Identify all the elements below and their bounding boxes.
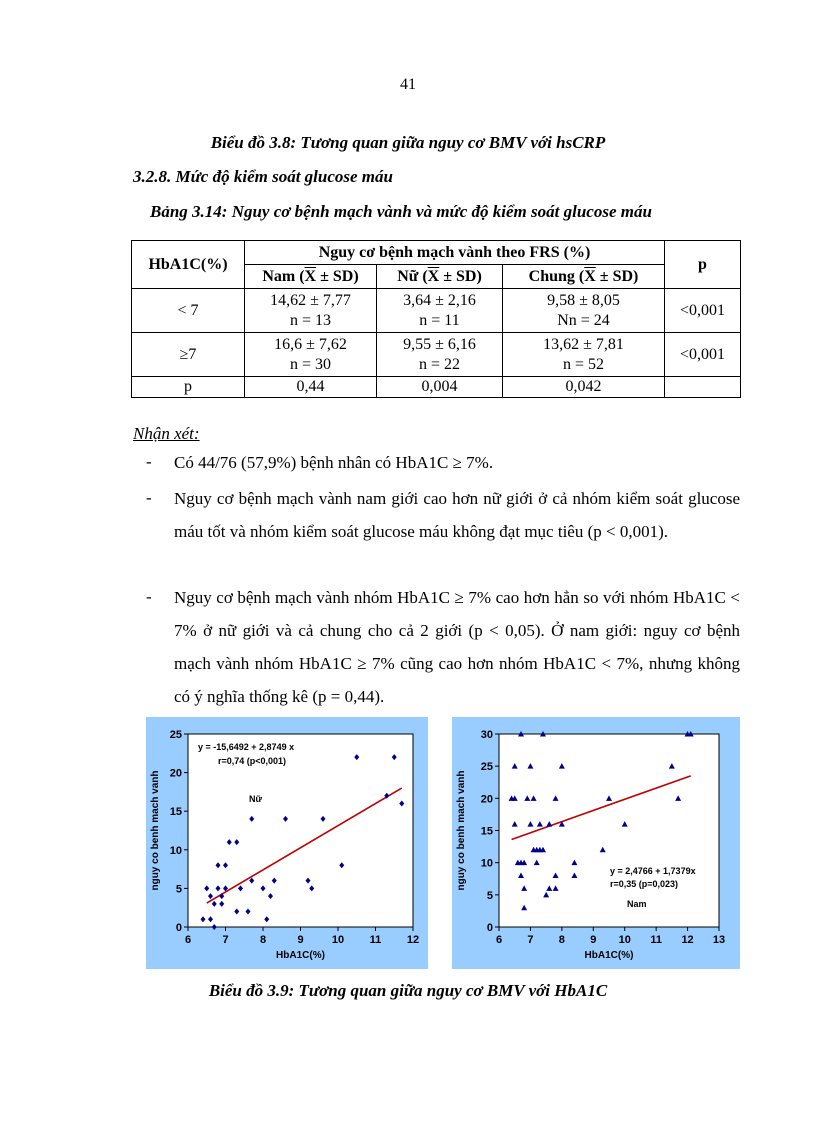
cell-nam: 14,62 ± 7,77 n = 13 — [245, 289, 377, 333]
y-axis-label: nguy co benh mach vanh — [150, 770, 161, 891]
bullet-marker: - — [146, 488, 152, 507]
x-tick-label: 11 — [369, 934, 382, 946]
cell-chung: 0,042 — [503, 377, 665, 398]
figure-caption-3-9: Biểu đồ 3.9: Tương quan giữa nguy cơ BMV với HbA1C — [208, 981, 608, 1000]
cell-nu: 0,004 — [377, 377, 503, 398]
cell-nam: 0,44 — [245, 377, 377, 398]
cell-p: <0,001 — [665, 289, 741, 333]
y-tick-label: 15 — [480, 825, 493, 838]
x-tick-label: 11 — [650, 934, 662, 946]
regression-equation: y = 2,4766 + 1,7379x — [610, 866, 696, 876]
page-number: 41 — [400, 76, 416, 93]
table-row — [132, 333, 741, 377]
bullet-marker: - — [146, 587, 152, 606]
subheader-nu: Nữ $(\overline{X} \pm SD)$ — [377, 265, 503, 289]
cell-p: <0,001 — [665, 333, 741, 377]
group-label: Nữ — [249, 794, 263, 804]
bullet-text-1: Có 44/76 (57,9%) bệnh nhân có HbA1C ≥ 7%. — [174, 453, 494, 472]
x-tick-label: 9 — [297, 934, 304, 946]
header-group: Nguy cơ bệnh mạch vành theo FRS (%) — [245, 241, 665, 265]
table-caption: Bảng 3.14: Nguy cơ bệnh mạch vành và mức độ kiểm soát glucose máu — [150, 202, 652, 221]
cell-nam: 16,6 ± 7,62 n = 30 — [245, 333, 377, 377]
chart-nu — [146, 717, 428, 969]
chart-nam-svg — [452, 717, 740, 969]
remarks-title: Nhận xét: — [133, 424, 200, 443]
y-tick-label: 0 — [486, 922, 493, 934]
chart-nam — [452, 717, 740, 969]
table-row — [132, 289, 741, 333]
correlation-stat: r=0,74 (p<0,001) — [218, 756, 287, 766]
chart-nu-svg — [146, 717, 428, 969]
y-tick-label: 25 — [169, 729, 182, 741]
cell-chung: 13,62 ± 7,81 n = 52 — [503, 333, 665, 377]
figure-caption-3-8: Biểu đồ 3.8: Tương quan giữa nguy cơ BMV với hsCRP — [210, 133, 606, 152]
y-tick-label: 10 — [169, 844, 182, 857]
table-row — [132, 377, 741, 398]
cell-chung: 9,58 ± 8,05 Nn = 24 — [503, 289, 665, 333]
results-table — [131, 240, 741, 398]
y-axis-label: nguy co benh mach vanh — [456, 770, 467, 891]
x-tick-label: 9 — [590, 934, 597, 946]
section-heading: 3.2.8. Mức độ kiểm soát glucose máu — [133, 167, 393, 186]
row-label: < 7 — [132, 289, 245, 333]
x-tick-label: 6 — [495, 934, 503, 946]
group-label: Nam — [627, 899, 647, 909]
bullet-marker: - — [146, 452, 152, 471]
x-tick-label: 7 — [527, 934, 534, 946]
header-hba1c: HbA1C(%) — [132, 241, 245, 289]
cell-nu: 9,55 ± 6,16 n = 22 — [377, 333, 503, 377]
y-tick-label: 5 — [486, 889, 493, 902]
cell-nu: 3,64 ± 2,16 n = 11 — [377, 289, 503, 333]
header-p: p — [665, 241, 741, 289]
y-tick-label: 25 — [480, 761, 493, 774]
x-axis-label: HbA1C(%) — [584, 950, 634, 961]
row-label: p — [132, 377, 245, 398]
x-tick-label: 12 — [681, 934, 694, 946]
y-tick-label: 0 — [175, 922, 182, 934]
subheader-nam: Nam $(\overline{X} \pm SD)$ — [245, 265, 377, 289]
x-tick-label: 8 — [558, 934, 565, 946]
y-tick-label: 5 — [175, 883, 182, 896]
regression-equation: y = -15,6492 + 2,8749 x — [198, 742, 295, 752]
cell-p — [665, 377, 741, 398]
x-tick-label: 8 — [259, 934, 267, 946]
x-tick-label: 13 — [712, 934, 726, 946]
subheader-chung: Chung $(\overline{X} \pm SD)$ — [503, 265, 665, 289]
bullet-text-2: Nguy cơ bệnh mạch vành nam giới cao hơn nữ giới ở cả nhóm kiểm soát glucose máu tốt và nhóm kiểm soát glucose máu không đạt mục tiêu (p < 0,001). — [174, 489, 740, 541]
y-tick-label: 20 — [480, 793, 493, 806]
x-axis-label: HbA1C(%) — [276, 950, 325, 961]
x-tick-label: 10 — [618, 934, 631, 946]
y-tick-label: 10 — [480, 857, 493, 870]
x-tick-label: 7 — [222, 934, 229, 946]
y-tick-label: 30 — [480, 729, 493, 741]
x-tick-label: 12 — [406, 934, 420, 946]
row-label: ≥7 — [132, 333, 245, 377]
y-tick-label: 15 — [169, 806, 182, 819]
y-tick-label: 20 — [169, 767, 182, 780]
bullet-text-3: Nguy cơ bệnh mạch vành nhóm HbA1C ≥ 7% cao hơn hẳn so với nhóm HbA1C < 7% ở nữ giới và cả chung cho cả 2 giới (p < 0,05). Ở nam giới: nguy cơ bệnh mạch vành nhóm HbA1C ≥ 7% cũng cao hơn nhóm HbA1C < 7%, nhưng không có ý nghĩa thống kê (p = 0,44). — [174, 588, 740, 706]
plot-area — [499, 734, 719, 927]
x-tick-label: 6 — [184, 934, 192, 946]
correlation-stat: r=0,35 (p=0,023) — [610, 879, 679, 889]
x-tick-label: 10 — [331, 934, 345, 946]
